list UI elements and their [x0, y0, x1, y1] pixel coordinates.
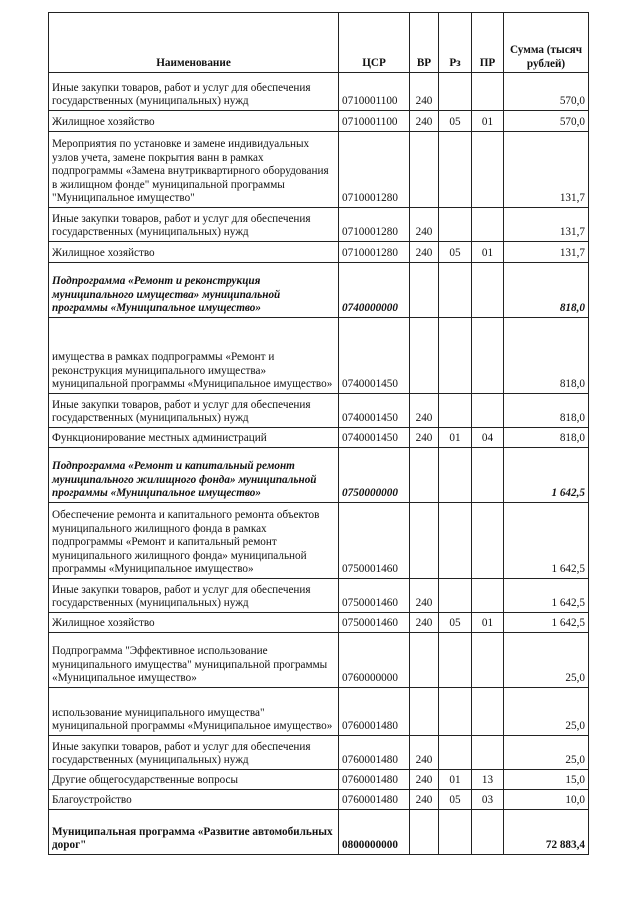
row-vr [410, 132, 439, 208]
row-name: Жилищное хозяйство [49, 613, 339, 633]
row-code: 0710001280 [339, 208, 410, 242]
header-vr: ВР [410, 13, 439, 73]
row-name: Муниципальная программа «Развитие автомобильных дорог" [49, 810, 339, 855]
table-row [49, 770, 589, 790]
row-vr: 240 [410, 208, 439, 242]
row-code: 0740000000 [339, 263, 410, 318]
row-amount: 1 642,5 [504, 613, 589, 633]
row-amount: 818,0 [504, 318, 589, 394]
row-code: 0760001480 [339, 770, 410, 790]
table-row [49, 132, 589, 208]
row-name: Другие общегосударственные вопросы [49, 770, 339, 790]
row-pr [472, 579, 504, 613]
row-pr: 01 [472, 613, 504, 633]
row-vr: 240 [410, 579, 439, 613]
table-row [49, 810, 589, 855]
row-amount: 818,0 [504, 263, 589, 318]
row-code: 0760001480 [339, 736, 410, 770]
row-code: 0710001280 [339, 242, 410, 263]
row-rz [439, 503, 472, 579]
row-pr [472, 810, 504, 855]
table-row [49, 208, 589, 242]
row-amount: 10,0 [504, 790, 589, 810]
row-amount: 25,0 [504, 633, 589, 688]
row-vr: 240 [410, 394, 439, 428]
row-pr [472, 73, 504, 111]
table-row [49, 73, 589, 111]
row-vr: 240 [410, 111, 439, 132]
row-rz [439, 579, 472, 613]
row-pr: 01 [472, 242, 504, 263]
table-body [49, 73, 589, 855]
row-vr: 240 [410, 428, 439, 448]
row-name: имущества в рамках подпрограммы «Ремонт и реконструкция муниципального имущества» муниципальной программы «Муниципальное имущество» [49, 318, 339, 394]
row-pr [472, 736, 504, 770]
row-code: 0740001450 [339, 394, 410, 428]
row-rz: 05 [439, 613, 472, 633]
row-name: Подпрограмма «Ремонт и капитальный ремонт муниципального жилищного фонда» муниципальной программы «Муниципальное имущество» [49, 448, 339, 503]
row-rz: 01 [439, 428, 472, 448]
row-code: 0710001100 [339, 111, 410, 132]
row-rz [439, 318, 472, 394]
row-amount: 570,0 [504, 111, 589, 132]
row-amount: 131,7 [504, 242, 589, 263]
table-row [49, 633, 589, 688]
table-row [49, 263, 589, 318]
table-row [49, 736, 589, 770]
table-row [49, 242, 589, 263]
row-name: Иные закупки товаров, работ и услуг для обеспечения государственных (муниципальных) нужд [49, 208, 339, 242]
row-code: 0760001480 [339, 790, 410, 810]
row-pr: 01 [472, 111, 504, 132]
row-rz [439, 633, 472, 688]
table-row [49, 503, 589, 579]
row-name: Функционирование местных администраций [49, 428, 339, 448]
row-vr [410, 633, 439, 688]
row-rz [439, 73, 472, 111]
row-vr [410, 688, 439, 736]
header-name: Наименование [49, 13, 339, 73]
row-vr: 240 [410, 770, 439, 790]
row-vr: 240 [410, 73, 439, 111]
row-vr [410, 318, 439, 394]
table-row [49, 579, 589, 613]
row-rz [439, 688, 472, 736]
row-vr [410, 503, 439, 579]
row-vr [410, 448, 439, 503]
row-amount: 131,7 [504, 208, 589, 242]
row-name: Жилищное хозяйство [49, 111, 339, 132]
row-pr [472, 132, 504, 208]
row-amount: 818,0 [504, 394, 589, 428]
row-amount: 131,7 [504, 132, 589, 208]
row-name: Подпрограмма «Ремонт и реконструкция муниципального имущества» муниципальной программы «Муниципальное имущество» [49, 263, 339, 318]
row-pr [472, 633, 504, 688]
row-name: Иные закупки товаров, работ и услуг для обеспечения государственных (муниципальных) нужд [49, 579, 339, 613]
row-pr [472, 503, 504, 579]
row-vr: 240 [410, 242, 439, 263]
row-rz: 05 [439, 111, 472, 132]
row-name: Иные закупки товаров, работ и услуг для обеспечения государственных (муниципальных) нужд [49, 394, 339, 428]
table-row [49, 111, 589, 132]
row-amount: 72 883,4 [504, 810, 589, 855]
table-row [49, 448, 589, 503]
header-rz: Рз [439, 13, 472, 73]
row-code: 0710001100 [339, 73, 410, 111]
row-name: Иные закупки товаров, работ и услуг для обеспечения государственных (муниципальных) нужд [49, 736, 339, 770]
row-pr [472, 448, 504, 503]
row-vr: 240 [410, 736, 439, 770]
row-pr: 04 [472, 428, 504, 448]
row-name: Обеспечение ремонта и капитального ремонта объектов муниципального жилищного фонда в рамках подпрограммы «Ремонт и капитальный ремонт муниципального жилищного фонда» муниципальной программы «Муниципальное имущество» [49, 503, 339, 579]
row-rz: 05 [439, 242, 472, 263]
row-rz [439, 810, 472, 855]
table-row [49, 318, 589, 394]
table-row [49, 790, 589, 810]
row-code: 0750001460 [339, 579, 410, 613]
row-code: 0760000000 [339, 633, 410, 688]
row-code: 0750000000 [339, 448, 410, 503]
row-code: 0760001480 [339, 688, 410, 736]
row-rz [439, 448, 472, 503]
row-amount: 1 642,5 [504, 448, 589, 503]
row-amount: 15,0 [504, 770, 589, 790]
row-pr [472, 208, 504, 242]
row-rz [439, 736, 472, 770]
header-code: ЦСР [339, 13, 410, 73]
row-amount: 570,0 [504, 73, 589, 111]
row-pr: 13 [472, 770, 504, 790]
row-pr [472, 394, 504, 428]
row-name: Мероприятия по установке и замене индивидуальных узлов учета, замене покрытия ванн в рамках подпрограммы «Замена внутриквартирного оборудования в жилищном фонде" муниципальной программы "Муниципальное имущество" [49, 132, 339, 208]
row-amount: 25,0 [504, 688, 589, 736]
table-header-row [49, 13, 589, 73]
row-pr [472, 263, 504, 318]
row-name: Иные закупки товаров, работ и услуг для обеспечения государственных (муниципальных) нужд [49, 73, 339, 111]
row-name: Благоустройство [49, 790, 339, 810]
row-amount: 818,0 [504, 428, 589, 448]
row-rz [439, 263, 472, 318]
row-code: 0750001460 [339, 613, 410, 633]
table-row [49, 428, 589, 448]
budget-table [48, 12, 589, 855]
row-code: 0710001280 [339, 132, 410, 208]
header-pr: ПР [472, 13, 504, 73]
table-row [49, 688, 589, 736]
row-name: Жилищное хозяйство [49, 242, 339, 263]
table-row [49, 394, 589, 428]
row-code: 0800000000 [339, 810, 410, 855]
row-vr: 240 [410, 790, 439, 810]
row-vr [410, 263, 439, 318]
row-amount: 1 642,5 [504, 503, 589, 579]
row-amount: 1 642,5 [504, 579, 589, 613]
row-pr [472, 688, 504, 736]
table-row [49, 613, 589, 633]
row-code: 0740001450 [339, 318, 410, 394]
row-code: 0750001460 [339, 503, 410, 579]
row-vr: 240 [410, 613, 439, 633]
row-code: 0740001450 [339, 428, 410, 448]
row-rz [439, 132, 472, 208]
row-rz [439, 208, 472, 242]
row-amount: 25,0 [504, 736, 589, 770]
row-rz [439, 394, 472, 428]
row-vr [410, 810, 439, 855]
header-sum: Сумма (тысяч рублей) [504, 13, 589, 73]
row-pr [472, 318, 504, 394]
row-rz: 05 [439, 790, 472, 810]
row-pr: 03 [472, 790, 504, 810]
row-name: Подпрограмма "Эффективное использование муниципального имущества" муниципальной программы «Муниципальное имущество» [49, 633, 339, 688]
row-rz: 01 [439, 770, 472, 790]
row-name: использование муниципального имущества" муниципальной программы «Муниципальное имущество» [49, 688, 339, 736]
